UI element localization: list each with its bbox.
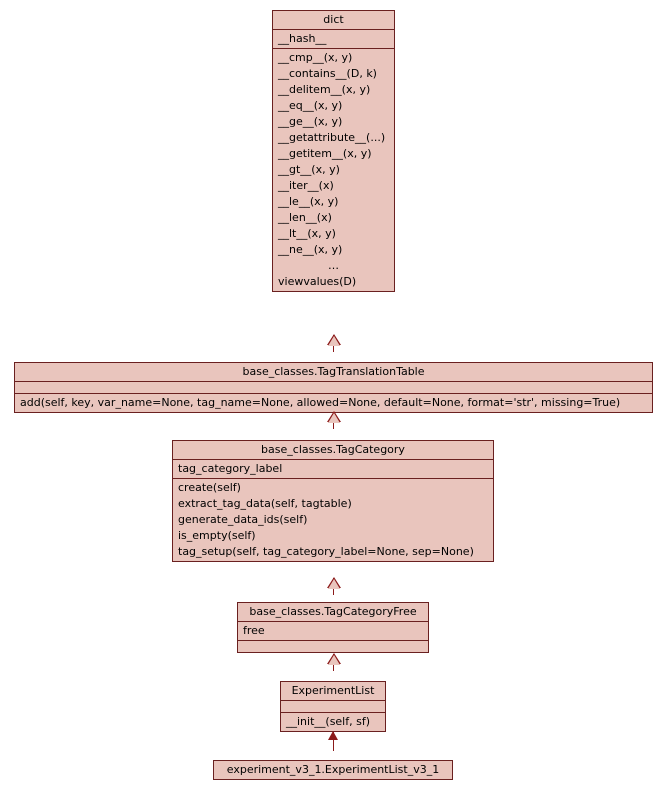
class-box-tag-translation-table[interactable]	[14, 362, 653, 413]
class-attributes	[173, 460, 493, 479]
class-method: __init__(self, sf)	[286, 715, 371, 728]
class-box-experiment-list[interactable]	[280, 681, 386, 732]
class-box-tag-category[interactable]	[172, 440, 494, 562]
class-method: tag_setup(self, tag_category_label=None, sep=None)	[178, 545, 474, 558]
class-method: __gt__(x, y)	[278, 163, 340, 176]
inheritance-arrow-fill	[328, 655, 340, 665]
class-title: experiment_v3_1.ExperimentList_v3_1	[226, 763, 440, 776]
class-title: base_classes.TagTranslationTable	[15, 363, 652, 382]
class-method: create(self)	[178, 481, 241, 494]
class-methods	[273, 49, 394, 291]
class-method: __cmp__(x, y)	[278, 51, 353, 64]
class-attribute: __hash__	[278, 32, 327, 45]
class-attributes	[238, 622, 428, 641]
class-title: base_classes.TagCategoryFree	[238, 603, 428, 622]
class-box-tag-category-free[interactable]	[237, 602, 429, 653]
inheritance-arrow-fill	[328, 579, 340, 589]
inheritance-arrow-fill	[328, 413, 340, 423]
class-method: generate_data_ids(self)	[178, 513, 308, 526]
class-method: __ge__(x, y)	[278, 115, 343, 128]
class-method: __getattribute__(...)	[278, 131, 386, 144]
class-method: viewvalues(D)	[278, 275, 357, 288]
class-methods	[173, 479, 493, 561]
class-method: extract_tag_data(self, tagtable)	[178, 497, 352, 510]
class-methods	[281, 713, 385, 731]
class-method: __len__(x)	[278, 211, 332, 224]
class-box-dict[interactable]	[272, 10, 395, 292]
class-method: __lt__(x, y)	[278, 227, 336, 240]
class-method: __eq__(x, y)	[278, 99, 343, 112]
class-title: ExperimentList	[281, 682, 385, 701]
class-attribute: tag_category_label	[178, 462, 283, 475]
class-method: __delitem__(x, y)	[278, 83, 371, 96]
inheritance-arrow-fill	[328, 336, 340, 346]
class-method-ellipsis: …	[328, 259, 339, 272]
class-methods	[15, 394, 652, 412]
class-attributes	[273, 30, 394, 49]
class-attributes	[15, 382, 652, 394]
class-box-experiment-list-v3-1[interactable]	[213, 760, 453, 780]
class-title: base_classes.TagCategory	[173, 441, 493, 460]
class-method: __contains__(D, k)	[278, 67, 377, 80]
class-method: __ne__(x, y)	[278, 243, 343, 256]
class-method: __le__(x, y)	[278, 195, 339, 208]
class-method: is_empty(self)	[178, 529, 256, 542]
class-method: __getitem__(x, y)	[278, 147, 372, 160]
class-methods	[238, 641, 428, 652]
class-attribute: free	[243, 624, 265, 637]
class-title: dict	[273, 11, 394, 30]
inheritance-arrow-solid	[328, 731, 338, 740]
class-method: __iter__(x)	[278, 179, 334, 192]
class-method: add(self, key, var_name=None, tag_name=None, allowed=None, default=None, format='str', missing=True)	[20, 396, 621, 409]
class-attributes	[281, 701, 385, 713]
